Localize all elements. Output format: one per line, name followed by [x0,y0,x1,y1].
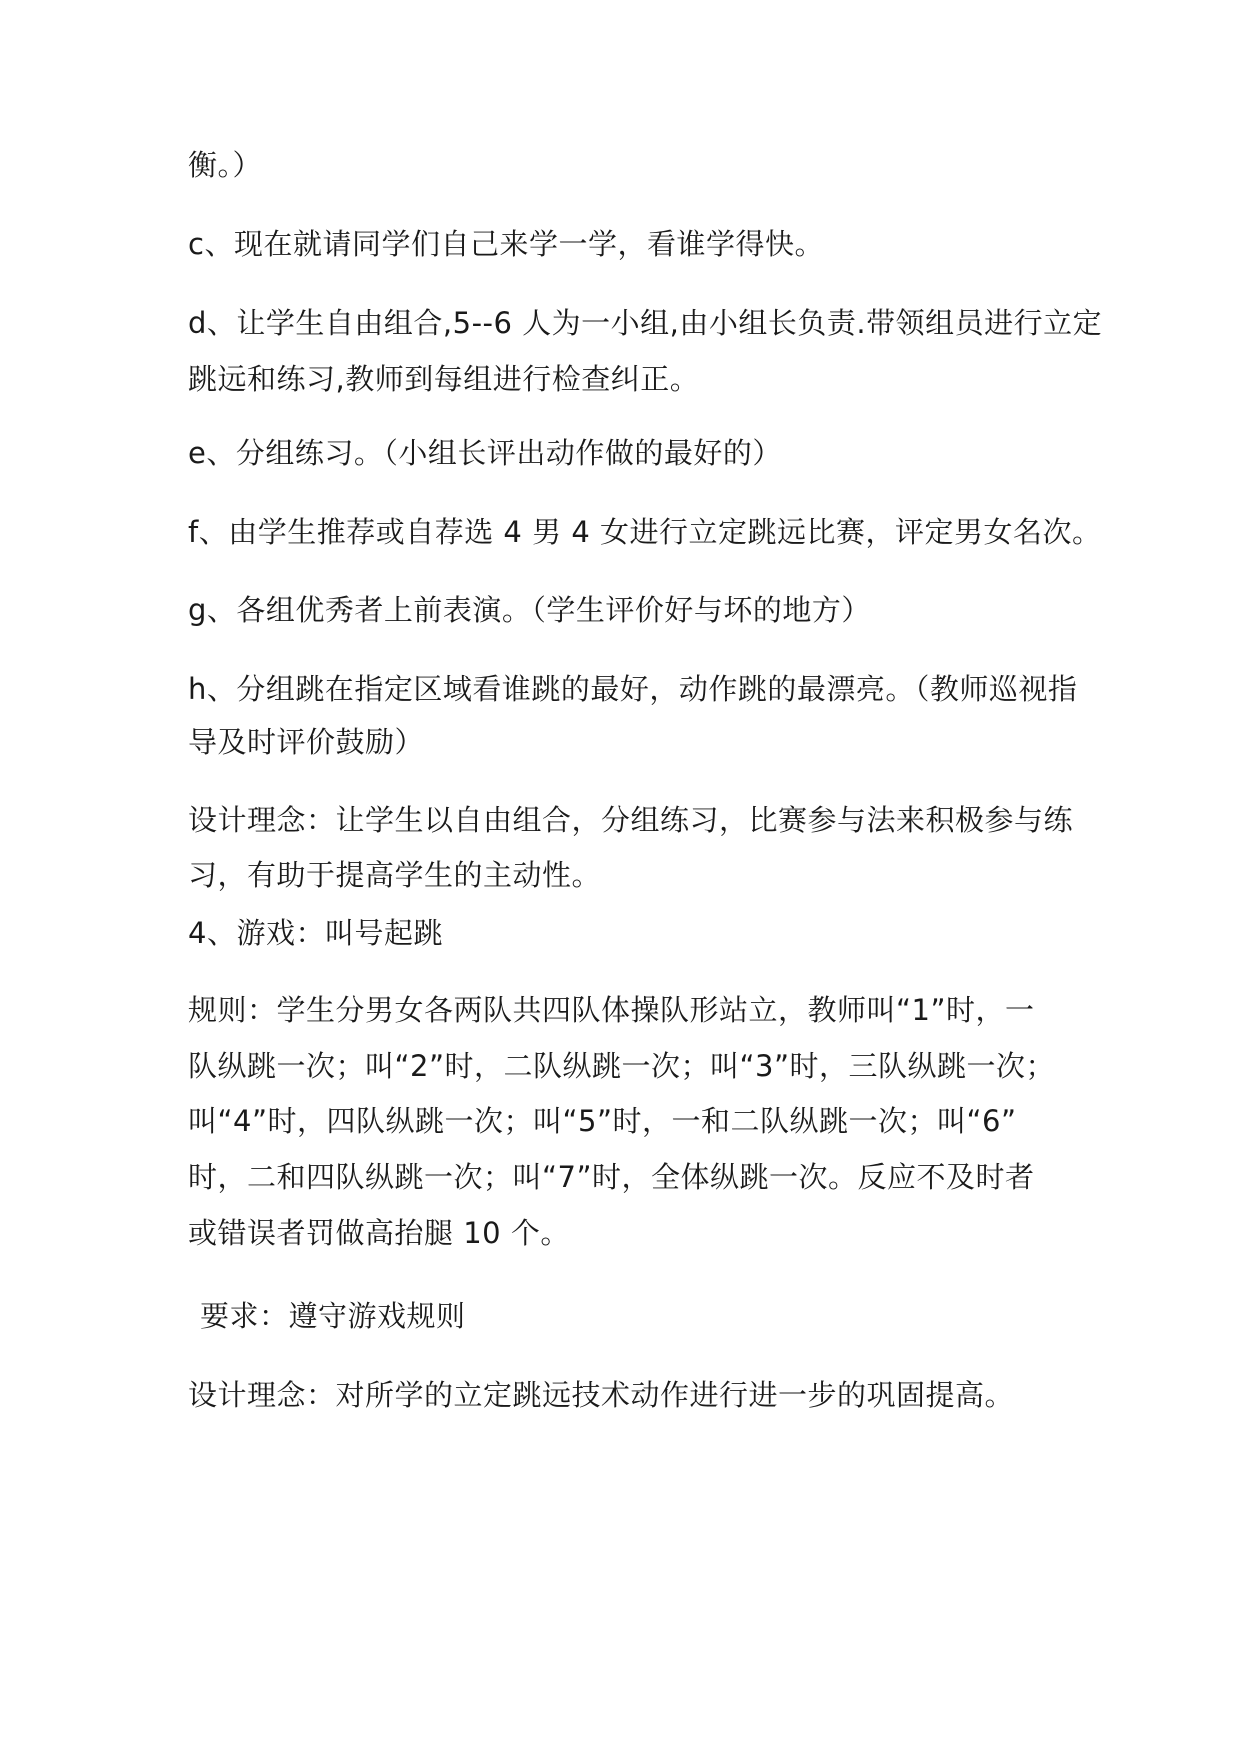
text-line: 要求：遵守游戏规则 [200,1299,466,1333]
text-line: 跳远和练习,教师到每组进行检查纠正。 [188,362,700,396]
text-line: 规则：学生分男女各两队共四队体操队形站立，教师叫“1”时，一 [188,993,1035,1027]
text-line: h、分组跳在指定区域看谁跳的最好，动作跳的最漂亮。（教师巡视指 [188,672,1078,706]
text-line: d、让学生自由组合,5--6 人为一小组,由小组长负责.带领组员进行立定 [188,306,1103,340]
text-line: 队纵跳一次；叫“2”时，二队纵跳一次；叫“3”时，三队纵跳一次； [188,1049,1055,1083]
text-line: 叫“4”时，四队纵跳一次；叫“5”时，一和二队纵跳一次；叫“6” [188,1104,1017,1138]
text-line: 习，有助于提高学生的主动性。 [188,858,602,892]
text-line: e、分组练习。（小组长评出动作做的最好的） [188,436,782,470]
text-line: 时，二和四队纵跳一次；叫“7”时，全体纵跳一次。反应不及时者 [188,1160,1035,1194]
text-line: 衡。） [188,148,263,182]
text-line: f、由学生推荐或自荐选 4 男 4 女进行立定跳远比赛，评定男女名次。 [188,515,1102,549]
section-heading: 4、游戏：叫号起跳 [188,916,443,950]
text-line: 或错误者罚做高抬腿 10 个。 [188,1216,570,1250]
text-line: 设计理念：对所学的立定跳远技术动作进行进一步的巩固提高。 [188,1378,1015,1412]
text-line: 导及时评价鼓励） [188,725,425,759]
text-line: c、现在就请同学们自己来学一学，看谁学得快。 [188,227,824,261]
text-line: g、各组优秀者上前表演。（学生评价好与坏的地方） [188,593,871,627]
text-line: 设计理念：让学生以自由组合，分组练习，比赛参与法来积极参与练 [188,803,1074,837]
